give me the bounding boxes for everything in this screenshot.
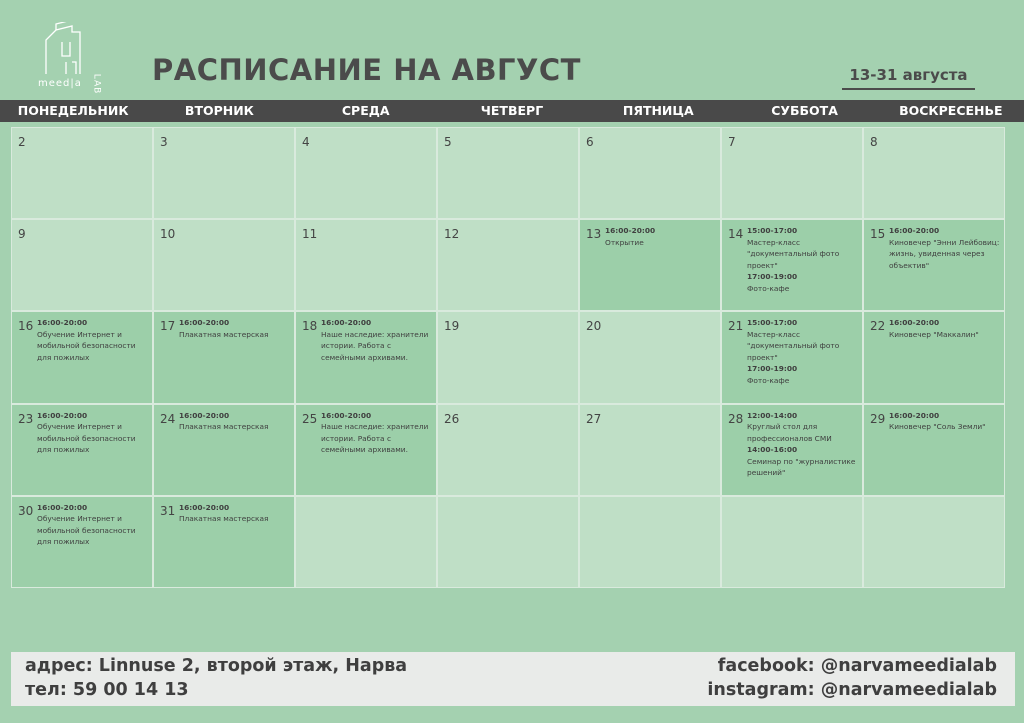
- event-list: [889, 410, 1001, 433]
- day-number: 4: [302, 135, 310, 149]
- day-number: 14: [728, 227, 744, 242]
- event-time: 12:00-14:00: [747, 410, 798, 420]
- day-number: 15: [870, 227, 886, 242]
- facebook-handle[interactable]: facebook: @narvameedialab: [717, 656, 997, 676]
- calendar-day-5: [438, 128, 578, 218]
- calendar-day-17: [154, 312, 294, 402]
- event-title: Киновечер "Маккалин": [889, 329, 979, 339]
- instagram-handle[interactable]: instagram: @narvameedialab: [707, 680, 997, 700]
- event-time: 16:00-20:00: [605, 226, 656, 236]
- weekday-tuesday: ВТОРНИК: [184, 103, 254, 118]
- calendar-empty-cell: [296, 497, 436, 587]
- event-list: [889, 225, 1001, 271]
- event-list: [605, 225, 717, 248]
- event-list: [37, 502, 149, 548]
- day-number: 18: [302, 319, 318, 334]
- phone-text: тел: 59 00 14 13: [25, 680, 189, 700]
- calendar-day-14: [722, 220, 862, 310]
- event-time: 16:00-20:00: [889, 318, 940, 328]
- calendar-day-6: [580, 128, 720, 218]
- calendar-day-28: [722, 405, 862, 495]
- event-time: 16:00-20:00: [321, 410, 372, 420]
- calendar-day-12: [438, 220, 578, 310]
- event-title: Обучение Интернет и мобильной безопасности для пожилых: [37, 514, 136, 547]
- event-time: 15:00-17:00: [747, 226, 798, 236]
- event-title: Мастер-класс "документальный фото проект": [747, 237, 840, 270]
- day-number: 8: [870, 135, 878, 149]
- day-number: 25: [302, 411, 318, 426]
- day-number: 9: [18, 227, 26, 242]
- calendar-day-9: [12, 220, 152, 310]
- event-list: [889, 317, 1001, 340]
- page-title: РАСПИСАНИЕ НА АВГУСТ: [152, 53, 581, 87]
- event-list: [179, 410, 291, 433]
- calendar-day-11: [296, 220, 436, 310]
- event-title: Плакатная мастерская: [179, 422, 269, 432]
- day-number: 6: [586, 135, 594, 149]
- day-number: 5: [444, 135, 452, 149]
- event-list: [179, 317, 291, 340]
- event-title: Наше наследие: хранители истории. Работа с семейными архивами.: [321, 422, 429, 455]
- day-number: 27: [586, 411, 602, 426]
- calendar-day-10: [154, 220, 294, 310]
- weekday-wednesday: СРЕДА: [341, 103, 390, 118]
- day-number: 31: [160, 503, 176, 518]
- calendar-day-18: [296, 312, 436, 402]
- calendar-day-26: [438, 405, 578, 495]
- calendar-day-22: [864, 312, 1004, 402]
- event-time: 16:00-20:00: [889, 226, 940, 236]
- event-list: [747, 225, 859, 294]
- calendar-empty-cell: [438, 497, 578, 587]
- event-title: Мастер-класс "документальный фото проект": [747, 329, 840, 362]
- day-number: 7: [728, 135, 736, 149]
- event-list: [747, 317, 859, 386]
- event-title: Плакатная мастерская: [179, 329, 269, 339]
- day-number: 20: [586, 319, 602, 334]
- logo-wordmark: meed|a LAB: [38, 73, 102, 95]
- day-number: 16: [18, 319, 34, 334]
- event-list: [321, 410, 433, 456]
- day-number: 12: [444, 227, 460, 242]
- day-number: 2: [18, 135, 26, 149]
- day-number: 23: [18, 411, 34, 426]
- calendar-day-24: [154, 405, 294, 495]
- day-number: 19: [444, 319, 460, 334]
- weekday-friday: ПЯТНИЦА: [622, 103, 694, 118]
- calendar-day-23: [12, 405, 152, 495]
- calendar-day-29: [864, 405, 1004, 495]
- calendar-grid: [11, 127, 1005, 588]
- day-number: 17: [160, 319, 176, 334]
- calendar-day-19: [438, 312, 578, 402]
- calendar-day-27: [580, 405, 720, 495]
- event-title: Обучение Интернет и мобильной безопасности для пожилых: [37, 422, 136, 455]
- event-title: Фото-кафе: [747, 375, 790, 385]
- weekday-saturday: СУББОТА: [771, 103, 838, 118]
- day-number: 30: [18, 503, 34, 518]
- calendar-day-3: [154, 128, 294, 218]
- calendar-day-20: [580, 312, 720, 402]
- event-time: 16:00-20:00: [179, 318, 230, 328]
- event-time: 16:00-20:00: [37, 502, 88, 512]
- day-number: 13: [586, 227, 602, 242]
- calendar-day-25: [296, 405, 436, 495]
- event-list: [37, 410, 149, 456]
- event-time: 17:00-19:00: [747, 272, 798, 282]
- calendar-day-16: [12, 312, 152, 402]
- calendar-day-7: [722, 128, 862, 218]
- calendar-day-21: [722, 312, 862, 402]
- calendar-day-8: [864, 128, 1004, 218]
- event-list: [321, 317, 433, 363]
- day-number: 3: [160, 135, 168, 149]
- address-text: адрес: Linnuse 2, второй этаж, Нарва: [25, 656, 408, 676]
- calendar-empty-cell: [722, 497, 862, 587]
- event-list: [37, 317, 149, 363]
- day-number: 10: [160, 227, 176, 242]
- event-title: Киновечер "Энни Лейбовиц: жизнь, увиденная через объектив": [889, 237, 1000, 270]
- event-title: Семинар по "журналистике решений": [747, 456, 856, 478]
- event-time: 16:00-20:00: [179, 502, 230, 512]
- calendar-day-15: [864, 220, 1004, 310]
- event-time: 16:00-20:00: [321, 318, 372, 328]
- calendar-day-30: [12, 497, 152, 587]
- calendar-day-4: [296, 128, 436, 218]
- event-time: 16:00-20:00: [37, 410, 88, 420]
- weekday-header: [0, 100, 1024, 122]
- event-time: 17:00-19:00: [747, 364, 798, 374]
- calendar-day-13: [580, 220, 720, 310]
- event-title: Круглый стол для профессионалов СМИ: [747, 422, 832, 443]
- calendar-empty-cell: [864, 497, 1004, 587]
- event-time: 16:00-20:00: [889, 410, 940, 420]
- day-number: 26: [444, 411, 460, 426]
- event-time: 16:00-20:00: [37, 318, 88, 328]
- footer-contacts: [11, 652, 1015, 706]
- day-number: 28: [728, 411, 744, 426]
- event-title: Обучение Интернет и мобильной безопасности для пожилых: [37, 329, 136, 362]
- event-list: [747, 410, 859, 479]
- event-title: Наше наследие: хранители истории. Работа с семейными архивами.: [321, 329, 429, 362]
- event-title: Открытие: [605, 237, 644, 247]
- weekday-monday: ПОНЕДЕЛЬНИК: [17, 103, 129, 118]
- event-time: 15:00-17:00: [747, 318, 798, 328]
- weekday-sunday: ВОСКРЕСЕНЬЕ: [899, 103, 1003, 118]
- event-list: [179, 502, 291, 525]
- day-number: 22: [870, 319, 886, 334]
- date-range: 13-31 августа: [842, 66, 975, 90]
- day-number: 24: [160, 411, 176, 426]
- calendar-empty-cell: [580, 497, 720, 587]
- event-title: Плакатная мастерская: [179, 514, 269, 524]
- day-number: 21: [728, 319, 744, 334]
- event-time: 14:00-16:00: [747, 445, 798, 455]
- event-title: Киновечер "Соль Земли": [889, 422, 986, 432]
- day-number: 29: [870, 411, 886, 426]
- calendar-day-31: [154, 497, 294, 587]
- event-time: 16:00-20:00: [179, 410, 230, 420]
- day-number: 11: [302, 227, 318, 242]
- event-title: Фото-кафе: [747, 283, 790, 293]
- weekday-thursday: ЧЕТВЕРГ: [480, 103, 544, 118]
- calendar-day-2: [12, 128, 152, 218]
